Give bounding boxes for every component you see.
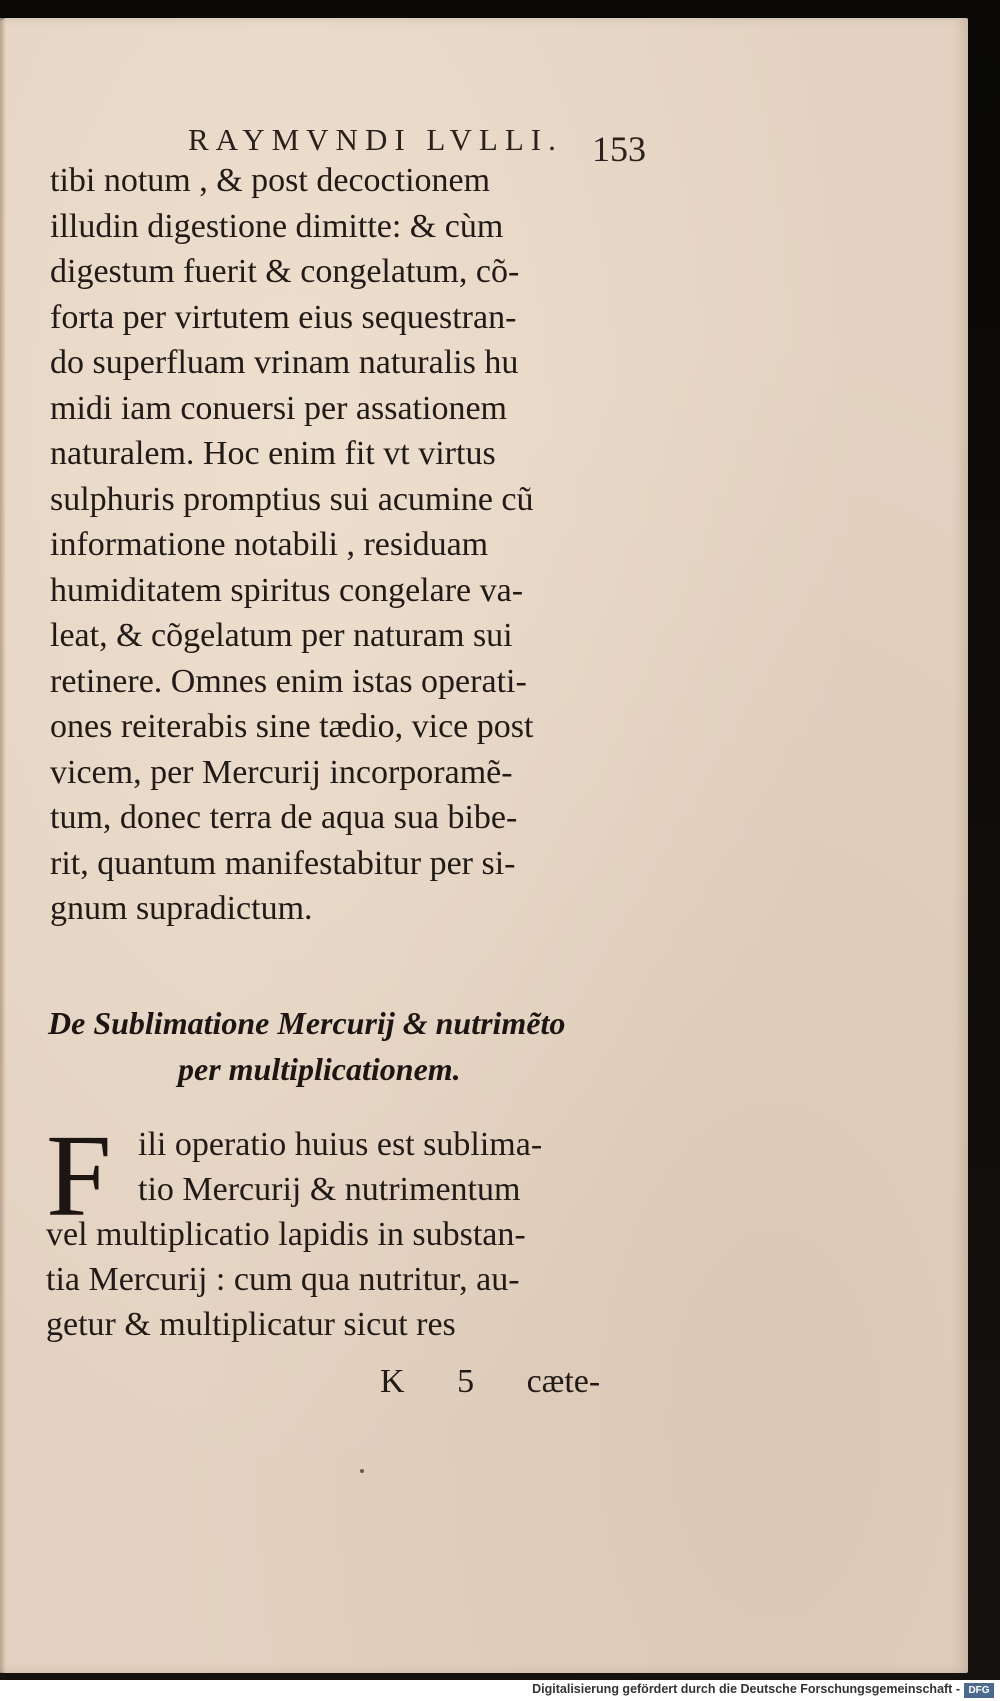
text-line: do superfluam vrinam naturalis hu bbox=[50, 344, 519, 381]
text-line: tia Mercurij : cum qua nutritur, au- bbox=[46, 1261, 520, 1298]
text-line: illudin digestione dimitte: & cùm bbox=[50, 207, 504, 245]
text-line: informatione notabili , residuam bbox=[50, 526, 489, 563]
catchword: cæte- bbox=[526, 1363, 601, 1400]
drop-cap: F bbox=[46, 1110, 112, 1241]
text-line: midi iam conuersi per assationem bbox=[50, 389, 507, 427]
text-line: retinere. Omnes enim istas operati- bbox=[50, 662, 527, 700]
text-line: tum, donec terra de aqua sua bibe- bbox=[50, 799, 518, 836]
text-line: gnum supradictum. bbox=[50, 890, 313, 927]
text-line: naturalem. Hoc enim fit vt virtus bbox=[50, 435, 496, 472]
text-line: vel multiplicatio lapidis in substan- bbox=[46, 1216, 526, 1253]
text-line: rit, quantum manifestabitur per si- bbox=[50, 844, 516, 882]
text-line: getur & multiplicatur sicut res bbox=[46, 1306, 456, 1343]
body-paragraph bbox=[50, 158, 670, 932]
text-line: tio Mercurij & nutrimentum bbox=[138, 1171, 521, 1208]
text-line: tibi notum , & post decoctionem bbox=[50, 162, 491, 199]
dfg-logo: DFG bbox=[964, 1683, 994, 1698]
funding-credit: Digitalisierung gefördert durch die Deutsche Forschungsgemeinschaft - bbox=[532, 1682, 960, 1696]
text-line: humiditatem spiritus congelare va- bbox=[50, 571, 524, 609]
running-head: RAYMVNDI LVLLI. bbox=[188, 122, 563, 157]
chapter-opening bbox=[46, 1110, 666, 1382]
section-heading bbox=[48, 1000, 648, 1092]
text-line: vicem, per Mercurij incorporamẽ- bbox=[50, 753, 513, 791]
section-heading-line: per multiplicationem. bbox=[178, 1051, 461, 1087]
section-heading-line: De Sublimatione Mercurij & nutrimẽto bbox=[48, 1005, 566, 1041]
chapter-paragraph bbox=[46, 1110, 666, 1347]
paper-speck bbox=[360, 1469, 364, 1473]
text-line: sulphuris promptius sui acumine cũ bbox=[50, 480, 534, 518]
page-gutter-shadow bbox=[0, 18, 6, 1673]
catchword-line bbox=[380, 1363, 644, 1401]
page-number: 153 bbox=[592, 129, 646, 169]
signature-mark: K bbox=[380, 1363, 405, 1400]
signature-number: 5 bbox=[457, 1363, 475, 1400]
text-line: ones reiterabis sine tædio, vice post bbox=[50, 708, 534, 745]
text-line: digestum fuerit & congelatum, cõ- bbox=[50, 253, 520, 290]
text-line: ili operatio huius est sublima- bbox=[138, 1126, 543, 1163]
text-line: forta per virtutem eius sequestran- bbox=[50, 298, 517, 336]
text-line: leat, & cõgelatum per naturam sui bbox=[50, 617, 513, 654]
